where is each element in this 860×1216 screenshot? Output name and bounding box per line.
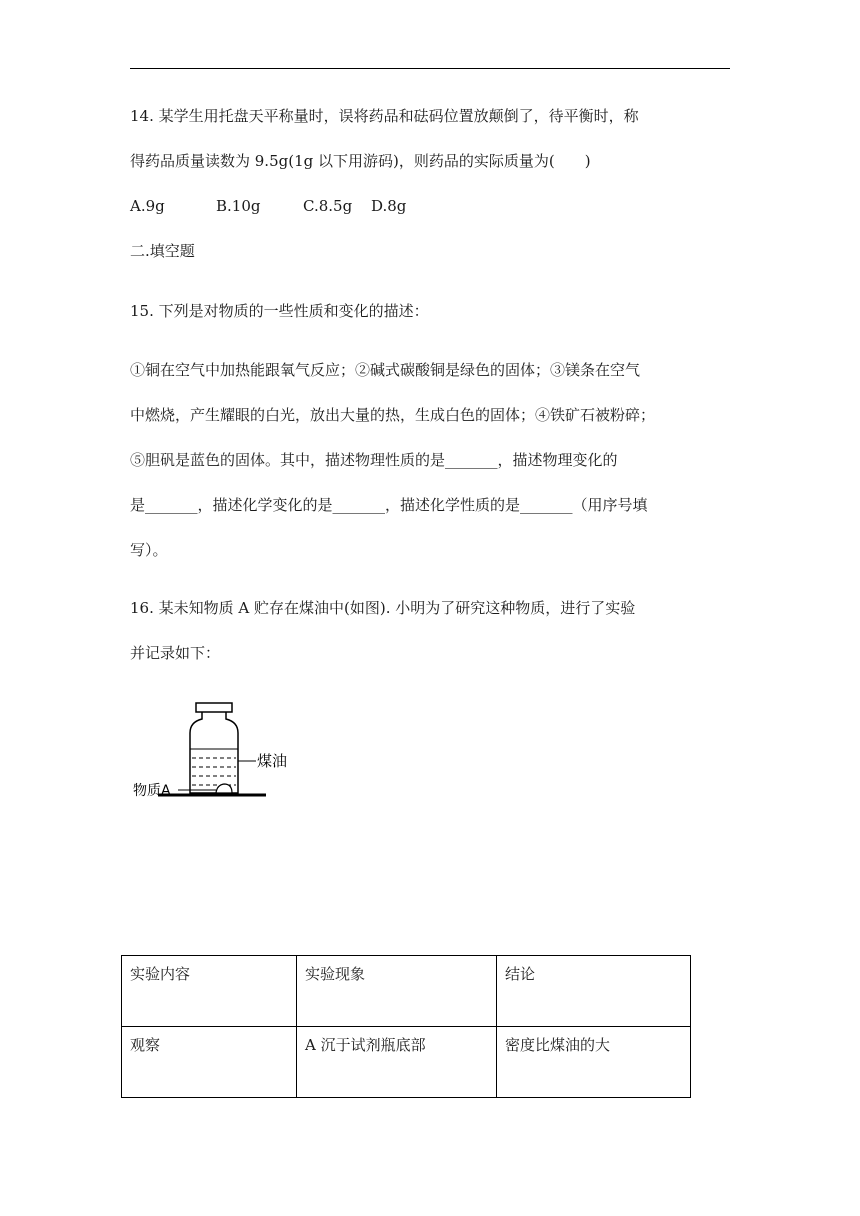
q14-line-1: 14. 某学生用托盘天平称量时，误将药品和砝码位置放颠倒了，待平衡时，称	[130, 107, 639, 125]
table-row	[122, 1027, 691, 1098]
q14-option-b: B.10g	[216, 197, 261, 215]
table-cell: A 沉于试剂瓶底部	[297, 1027, 497, 1098]
q15-line-5: 写）。	[130, 541, 168, 559]
experiment-table	[121, 955, 691, 1098]
q14-line-2: 得药品质量读数为 9.5g(1g 以下用游码)，则药品的实际质量为( )	[130, 152, 591, 170]
q15-line-2: 中燃烧，产生耀眼的白光，放出大量的热，生成白色的固体；④铁矿石被粉碎；	[130, 406, 656, 424]
table-cell: 密度比煤油的大	[497, 1027, 691, 1098]
q15-line-4: 是_______，描述化学变化的是_______，描述化学性质的是_______（用序号填	[130, 496, 648, 514]
q16-line-2: 并记录如下：	[130, 644, 221, 662]
table-header-row	[122, 956, 691, 1027]
kerosene-label: 煤油	[257, 752, 288, 770]
q14-options	[130, 196, 406, 216]
reagent-bottle-figure	[128, 695, 308, 810]
header-rule	[130, 68, 730, 69]
table-cell: 观察	[122, 1027, 297, 1098]
q15-line-1: ①铜在空气中加热能跟氧气反应；②碱式碳酸铜是绿色的固体；③镁条在空气	[130, 361, 641, 379]
table-header-cell: 实验内容	[122, 956, 297, 1027]
bottle-diagram	[128, 695, 308, 810]
q14-option-c: C.8.5g	[303, 197, 353, 215]
table-header-cell: 实验现象	[297, 956, 497, 1027]
q14-option-a: A.9g	[130, 197, 165, 215]
q16-line-1: 16. 某未知物质 A 贮存在煤油中(如图). 小明为了研究这种物质，进行了实验	[130, 599, 636, 617]
q15-line-3: ⑤胆矾是蓝色的固体。其中，描述物理性质的是_______，描述物理变化的	[130, 451, 618, 469]
table-header-cell: 结论	[497, 956, 691, 1027]
q14-option-d: D.8g	[371, 197, 407, 215]
q15-stem: 15. 下列是对物质的一些性质和变化的描述：	[130, 302, 429, 320]
substance-label: 物质A	[133, 783, 171, 799]
section-heading: 二.填空题	[130, 242, 195, 260]
